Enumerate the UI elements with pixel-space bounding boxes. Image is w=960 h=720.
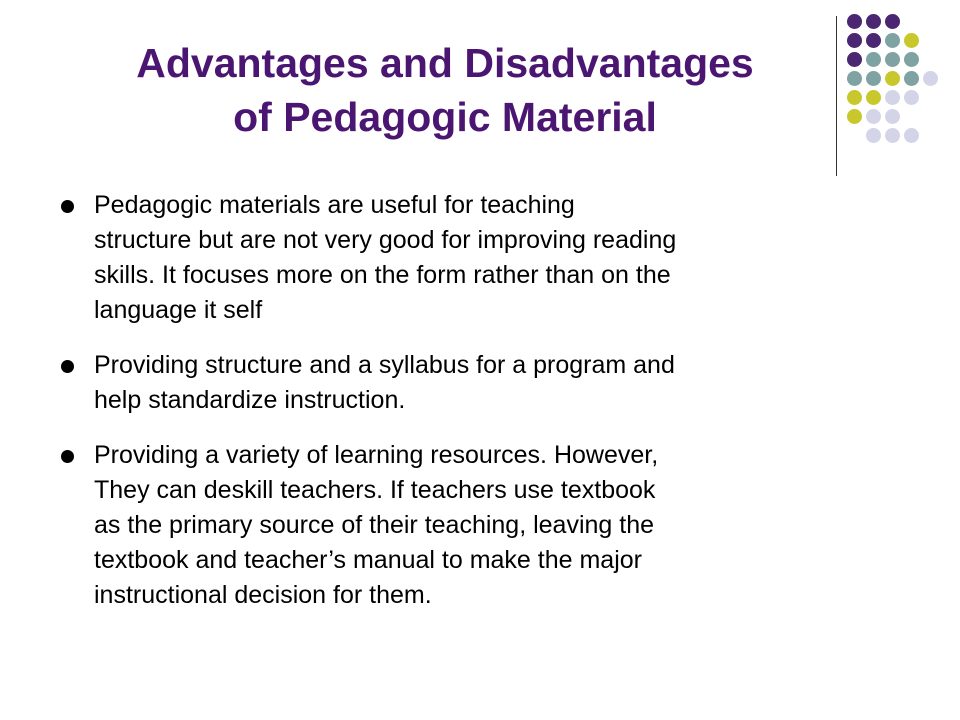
decorative-dot: [847, 71, 862, 86]
bullet-line: textbook and teacher’s manual to make the major: [94, 546, 642, 574]
title-line-2: of Pedagogic Material: [233, 94, 657, 140]
bullet-list: [58, 188, 918, 633]
bullet-item: [58, 348, 918, 418]
decorative-dot: [885, 90, 900, 105]
bullet-line: instructional decision for them.: [94, 581, 432, 609]
bullet-line: skills. It focuses more on the form rather than on the: [94, 261, 671, 289]
decorative-dot: [866, 33, 881, 48]
decorative-dot: [866, 14, 881, 29]
bullet-dot-icon: [61, 200, 74, 213]
decorative-dot: [866, 128, 881, 143]
title-line-1: Advantages and Disadvantages: [136, 40, 754, 86]
decorative-dot: [904, 90, 919, 105]
decorative-dot: [885, 14, 900, 29]
decorative-dot: [904, 128, 919, 143]
bullet-line: help standardize instruction.: [94, 386, 406, 414]
decorative-dot: [847, 52, 862, 67]
decorative-dot: [866, 109, 881, 124]
bullet-line: as the primary source of their teaching, leaving the: [94, 511, 655, 539]
decorative-dot: [923, 71, 938, 86]
decorative-dot: [885, 52, 900, 67]
decorative-dot: [866, 71, 881, 86]
bullet-line: They can deskill teachers. If teachers use textbook: [94, 476, 656, 504]
decorative-dot: [885, 71, 900, 86]
decorative-dot: [847, 109, 862, 124]
decorative-dot: [885, 128, 900, 143]
bullet-line: Pedagogic materials are useful for teaching: [94, 191, 575, 219]
decorative-dot: [847, 33, 862, 48]
decorative-dot: [847, 14, 862, 29]
bullet-line: Providing a variety of learning resources. However,: [94, 441, 659, 469]
bullet-dot-icon: [61, 450, 74, 463]
bullet-dot-icon: [61, 360, 74, 373]
vertical-divider: [836, 16, 837, 176]
slide-title: [70, 36, 820, 144]
decorative-dot: [885, 33, 900, 48]
decorative-dot: [866, 52, 881, 67]
bullet-line: structure but are not very good for improving reading: [94, 226, 677, 254]
decorative-dot: [904, 71, 919, 86]
bullet-item: [58, 188, 918, 328]
decorative-dot: [885, 109, 900, 124]
bullet-item: [58, 438, 918, 613]
decorative-dot: [847, 90, 862, 105]
decorative-dot: [904, 33, 919, 48]
bullet-line: language it self: [94, 296, 263, 324]
decorative-dot: [866, 90, 881, 105]
bullet-line: Providing structure and a syllabus for a program and: [94, 351, 675, 379]
decorative-dot: [904, 52, 919, 67]
